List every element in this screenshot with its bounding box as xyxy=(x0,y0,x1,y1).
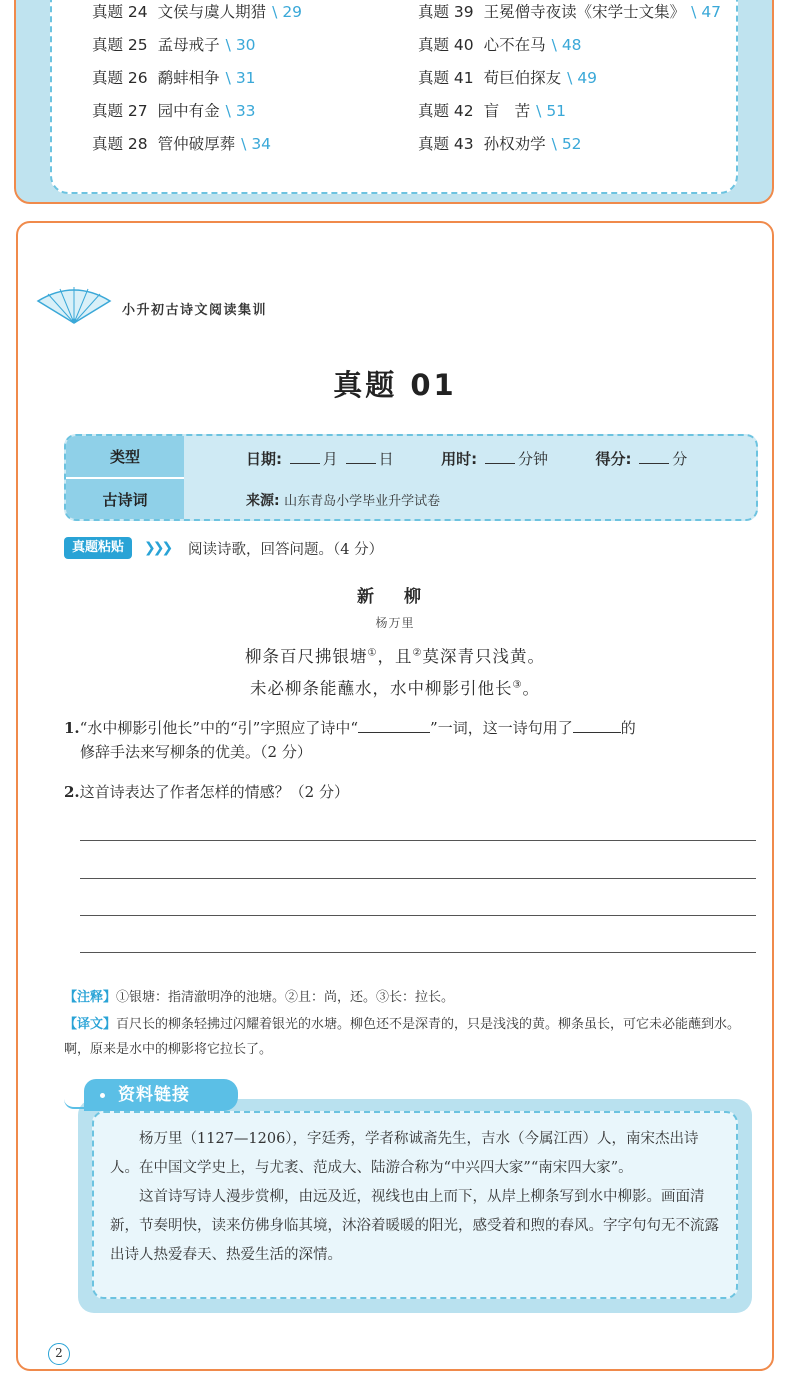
answer-line[interactable] xyxy=(80,840,756,841)
toc-item[interactable] xyxy=(418,99,721,132)
toc-item-number: 真题 27 xyxy=(92,102,148,120)
chevrons-right-icon: ❯❯❯ xyxy=(144,540,171,556)
toc-item-number: 真题 26 xyxy=(92,69,148,87)
date-label: 日期: xyxy=(246,450,282,468)
toc-item-title: 文侯与虞人期猎 xyxy=(157,3,267,21)
resource-box xyxy=(78,1099,752,1313)
toc-item[interactable] xyxy=(418,0,721,33)
footnote-marker: ② xyxy=(412,647,423,659)
resource-content xyxy=(92,1111,738,1299)
toc-item-page: \ 48 xyxy=(551,36,582,54)
toc-item-title: 荀巨伯探友 xyxy=(483,69,562,87)
resource-tab xyxy=(84,1079,238,1111)
day-label: 日 xyxy=(378,450,394,468)
score-blank[interactable] xyxy=(639,463,669,464)
translation-text: 百尺长的柳条轻拂过闪耀着银光的水塘。柳色还不是深青的，只是浅浅的黄。柳条虽长，可它未必能蘸到水。啊，原来是水中的柳影将它拉长了。 xyxy=(64,1017,741,1057)
question-1: 1.“水中柳影引他长”中的“引”字照应了诗中“ ”一词，这一诗句用了 的 修辞手法来写柳条的优美。（2 分） xyxy=(64,719,636,761)
note-tag: 【注释】 xyxy=(64,990,117,1005)
toc-item-title: 心不在马 xyxy=(483,36,546,54)
type-label: 类型 xyxy=(66,436,184,479)
question-2: 2.这首诗表达了作者怎样的情感？（2 分） xyxy=(64,783,349,801)
toc-item[interactable] xyxy=(92,99,302,132)
points-label: 分 xyxy=(672,450,688,468)
annotation-note xyxy=(64,985,764,1010)
info-table xyxy=(64,434,758,521)
minutes-label: 分钟 xyxy=(517,450,548,468)
toc-item-page: \ 29 xyxy=(272,3,303,21)
toc-item-number: 真题 43 xyxy=(418,135,474,153)
poem-line: 未必柳条能蘸水，水中柳影引他长③。 xyxy=(250,679,540,698)
time-blank[interactable] xyxy=(485,463,515,464)
toc-item-number: 真题 24 xyxy=(92,3,148,21)
instruction-text: 阅读诗歌，回答问题。（4 分） xyxy=(188,542,384,558)
dot-icon xyxy=(100,1093,105,1098)
toc-item-title: 鹬蚌相争 xyxy=(157,69,220,87)
toc-column-left xyxy=(92,0,302,165)
toc-item-number: 真题 40 xyxy=(418,36,474,54)
source-value: 山东青岛小学毕业升学试卷 xyxy=(284,494,441,509)
toc-item[interactable] xyxy=(418,33,721,66)
answer-blank[interactable] xyxy=(573,732,621,733)
toc-item[interactable] xyxy=(92,33,302,66)
toc-item[interactable] xyxy=(92,0,302,33)
toc-item-title: 王冕僧寺夜读《宋学士文集》 xyxy=(483,3,686,21)
page-number: 2 xyxy=(48,1343,70,1365)
month-label: 月 xyxy=(322,450,338,468)
toc-item[interactable] xyxy=(92,66,302,99)
toc-item-page: \ 51 xyxy=(536,102,567,120)
toc-item[interactable] xyxy=(92,132,302,165)
answer-line[interactable] xyxy=(80,915,756,916)
info-record-row xyxy=(246,448,687,469)
translation-note xyxy=(64,1012,764,1062)
resource-tab-label: 资料链接 xyxy=(118,1085,190,1105)
toc-item-title: 孙权劝学 xyxy=(483,135,546,153)
toc-item-title: 盲 苦 xyxy=(483,102,531,120)
toc-item-page: \ 34 xyxy=(241,135,272,153)
footnote-marker: ① xyxy=(367,647,378,659)
poem-line: 柳条百尺拂银塘①，且②莫深青只浅黄。 xyxy=(245,647,545,666)
toc-item-page: \ 30 xyxy=(225,36,256,54)
note-text: ①银塘：指清澈明净的池塘。②且：尚，还。③长：拉长。 xyxy=(116,990,455,1005)
toc-column-right xyxy=(418,0,721,165)
page-header xyxy=(34,285,634,325)
answer-blank[interactable] xyxy=(358,732,430,733)
poem-author: 杨万里 xyxy=(375,616,415,630)
toc-item-title: 孟母戒子 xyxy=(157,36,220,54)
worksheet-page xyxy=(16,221,774,1371)
toc-item[interactable] xyxy=(418,66,721,99)
toc-item-page: \ 49 xyxy=(567,69,598,87)
type-value: 古诗词 xyxy=(102,491,148,509)
toc-panel xyxy=(50,0,738,194)
day-blank[interactable] xyxy=(346,463,376,464)
toc-item-number: 真题 42 xyxy=(418,102,474,120)
source-label: 来源: xyxy=(246,493,280,509)
time-label: 用时: xyxy=(441,450,478,468)
month-blank[interactable] xyxy=(290,463,320,464)
toc-item-number: 真题 41 xyxy=(418,69,474,87)
info-source-row xyxy=(246,490,440,510)
toc-item-title: 管仲破厚葬 xyxy=(157,135,236,153)
series-title: 小升初古诗文阅读集训 xyxy=(122,303,268,318)
answer-line[interactable] xyxy=(80,878,756,879)
toc-item-page: \ 31 xyxy=(225,69,256,87)
passage-tag: 真题粘贴 xyxy=(64,537,132,559)
page-title: 真题 01 xyxy=(333,368,457,402)
info-type-column xyxy=(66,436,184,519)
score-label: 得分: xyxy=(595,450,632,468)
toc-item-page: \ 33 xyxy=(225,102,256,120)
toc-item-page: \ 47 xyxy=(691,3,722,21)
question-number: 1. xyxy=(64,719,80,737)
toc-card xyxy=(14,0,774,204)
answer-line[interactable] xyxy=(80,952,756,953)
toc-item-number: 真题 28 xyxy=(92,135,148,153)
info-details xyxy=(184,436,756,519)
fan-logo-icon xyxy=(34,285,114,325)
poem-title: 新 柳 xyxy=(357,587,433,607)
footnote-marker: ③ xyxy=(512,679,523,691)
resource-paragraph: 这首诗写诗人漫步赏柳，由远及近，视线也由上而下，从岸上柳条写到水中柳影。画面清新，节奏明快，读来仿佛身临其境，沐浴着暖暖的阳光，感受着和煦的春风。字字句句无不流露出诗人热爱春天、热爱生活的深情。 xyxy=(110,1189,719,1263)
toc-item-page: \ 52 xyxy=(551,135,582,153)
question-number: 2. xyxy=(64,783,80,801)
resource-paragraph: 杨万里（1127—1206），字廷秀，学者称诚斋先生，吉水（今属江西）人，南宋杰出诗人。在中国文学史上，与尤袤、范成大、陆游合称为“中兴四大家”“南宋四大家”。 xyxy=(110,1131,699,1176)
toc-item[interactable] xyxy=(418,132,721,165)
toc-item-number: 真题 39 xyxy=(418,3,474,21)
passage-tag-row xyxy=(64,537,664,561)
toc-item-title: 园中有金 xyxy=(157,102,220,120)
toc-item-number: 真题 25 xyxy=(92,36,148,54)
translation-tag: 【译文】 xyxy=(64,1017,117,1032)
